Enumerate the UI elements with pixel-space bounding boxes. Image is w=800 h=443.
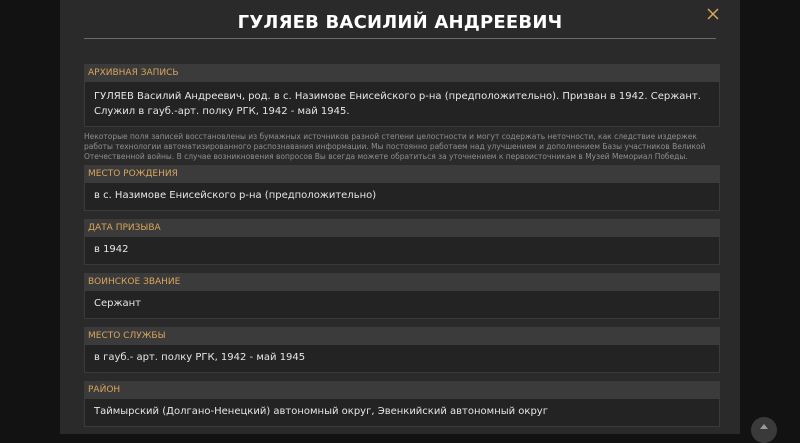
field-rank [84, 273, 720, 319]
field-header: МЕСТО СЛУЖБЫ [84, 327, 720, 345]
field-header: ДАТА ПРИЗЫВА [84, 219, 720, 237]
disclaimer-note: Некоторые поля записей восстановлены из бумажных источников разной степени целостности и могут содержать неточности, как следствие издержек работы технологии автоматизированного распознавания информации. Мы постоянно работаем над улучшением и дополнением Базы участников Великой Отечественной войны. В случае возникновения вопросов Вы всегда можете обратиться за уточнением к первоисточникам в Музей Мемориал Победы. [84, 132, 706, 161]
field-value: в с. Назимове Енисейского р-на (предположительно) [84, 183, 720, 211]
scroll-to-top-button[interactable] [751, 417, 777, 443]
field-value: Сержант [84, 291, 720, 319]
field-birthplace [84, 165, 720, 211]
field-value: Таймырский (Долгано-Ненецкий) автономный округ, Эвенкийский автономный округ [84, 399, 720, 427]
field-value: в гауб.- арт. полку РГК, 1942 - май 1945 [84, 345, 720, 373]
title-divider [84, 38, 716, 39]
field-header: ВОИНСКОЕ ЗВАНИЕ [84, 273, 720, 291]
field-place-of-service [84, 327, 720, 373]
page-title: ГУЛЯЕВ ВАСИЛИЙ АНДРЕЕВИЧ [237, 12, 563, 33]
field-header: МЕСТО РОЖДЕНИЯ [84, 165, 720, 183]
record-modal [60, 0, 740, 434]
field-district [84, 381, 720, 427]
archive-record-section [84, 64, 720, 127]
archive-record-header: АРХИВНАЯ ЗАПИСЬ [84, 64, 720, 82]
field-conscription-date [84, 219, 720, 265]
field-header: РАЙОН [84, 381, 720, 399]
field-value: в 1942 [84, 237, 720, 265]
arrow-up-icon [760, 424, 768, 429]
archive-record-text: ГУЛЯЕВ Василий Андреевич, род. в с. Назимове Енисейского р-на (предположительно). Призван в 1942. Сержант. Служил в гауб.-арт. полку РГК, 1942 - май 1945. [84, 82, 720, 127]
record-content [84, 64, 720, 434]
